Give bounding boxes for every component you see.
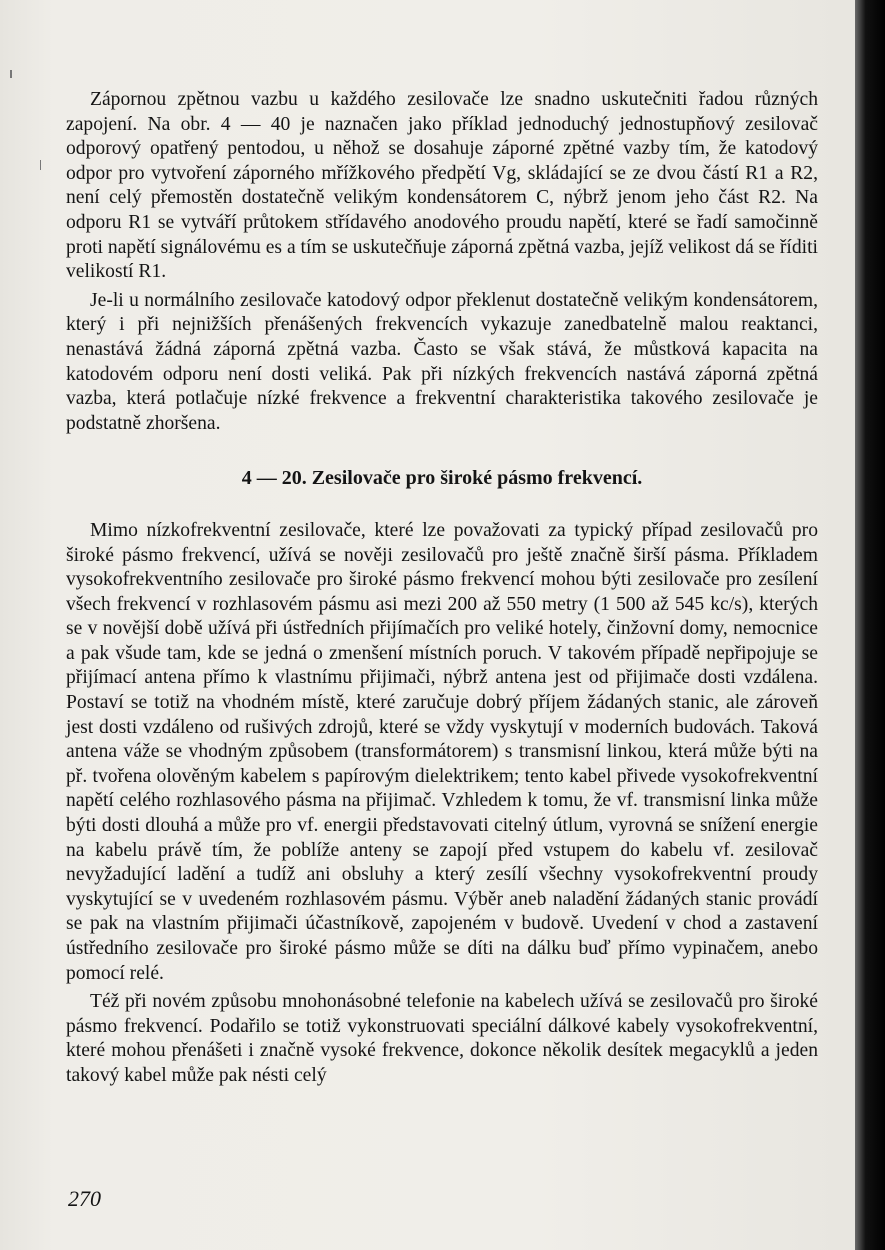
page-number: 270 (68, 1186, 101, 1211)
scan-mark (10, 70, 12, 78)
body-text (66, 88, 818, 1089)
scan-mark (40, 160, 41, 170)
page-edge-shadow (855, 0, 885, 1250)
paragraph-wideband-amplifiers: Mimo nízkofrekventní zesilovače, které lze považovati za typický případ zesilovačů pro široké pásmo frekvencí, užívá se nověji zesilovačů pro ještě značně širší pásma. Příkladem vysokofrekventního zesilovače pro široké pásmo frekvencí mohou býti zesilovače pro zesílení všech frekvencí v rozhlasovém pásmu asi mezi 200 až 550 metry (1 500 až 545 kc/s), kterých se v novější době užívá při ústředních přijímačích pro veliké hotely, činžovní domy, nemocnice a pak všude tam, kde se jedná o zmenšení místních poruch. V takovém případě nepřipojuje se přijímací antena přímo k vlastnímu přijimači, nýbrž antena jest od přijimače dosti vzdálena. Postaví se totiž na vhodném místě, které zaručuje dobrý příjem žádaných stanic, ale zároveň jest dosti vzdáleno od rušivých zdrojů, které se vždy vyskytují v moderních budovách. Taková antena váže se vhodným způsobem (transformátorem) s transmisní linkou, která může býti na př. tvořena olověným kabelem s papírovým dielektrikem; tento kabel přivede vysokofrekventní napětí celého rozhlasového pásma na přijimač. Vzhledem k tomu, že vf. transmisní linka může býti dosti dlouhá a může pro vf. energii představovati citelný útlum, vyrovná se snížení energie na kabelu právě tím, že poblíže anteny se zapojí před vstupem do kabelu vf. zesilovač nevyžadující ladění a tudíž ani obsluhy a který zesílí všechny vysokofrekventní proudy vyskytující se v uvedeném rozhlasovém pásmu. Výběr aneb naladění žádaných stanic provádí se pak na vlastním přijimači účastníkově, zapojeném v budově. Uvedení v chod a zastavení ústředního zesilovače pro široké pásmo může se díti na dálku buď přímo vypinačem, anebo pomocí relé. (66, 519, 818, 984)
paragraph-cathode-resistor: Je-li u normálního zesilovače katodový odpor překlenut dostatečně velikým kondensátorem, který i při nejnižších přenášených frekvencích vykazuje zanedbatelně malou reaktanci, nenastává žádná záporná zpětná vazba. Často se však stává, že můstková kapacita na katodovém odporu není dosti veliká. Pak při nízkých frekvencích nastává záporná zpětná vazba, která potlačuje nízké frekvence a frekventní charakteristika takového zesilovače je podstatně zhoršena. (66, 289, 818, 434)
paragraph-negative-feedback: Zápornou zpětnou vazbu u každého zesilovače lze snadno uskutečniti řadou různých zapojení. Na obr. 4 — 40 je naznačen jako příklad jednoduchý jednostupňový zesilovač odporový opatřený pentodou, u něhož se dosahuje záporné zpětné vazby tím, že katodový odpor pro vytvoření záporného mřížkového předpětí Vg, skládající se ze dvou částí R1 a R2, není celý přemostěn dostatečně velikým kondensátorem C, nýbrž jenom jeho část R2. Na odporu R1 se vytváří průtokem střídavého anodového proudu napětí, které se řadí samočinně proti napětí signálovému es a tím se uskutečňuje záporná zpětná vazba, jejíž velikost dá se říditi velikostí R1. (66, 89, 818, 283)
section-heading: 4 — 20. Zesilovače pro široké pásmo frekvencí. (241, 467, 643, 490)
paragraph-multiplex-telephony: Též při novém způsobu mnohonásobné telefonie na kabelech užívá se zesilovačů pro široké pásmo frekvencí. Podařilo se totiž vykonstruovati speciální dálkové kabely vysokofrekventní, které mohou přenášeti i značně vysoké frekvence, dokonce několik desítek megacyklů a jeden takový kabel může pak nésti celý (66, 991, 818, 1086)
